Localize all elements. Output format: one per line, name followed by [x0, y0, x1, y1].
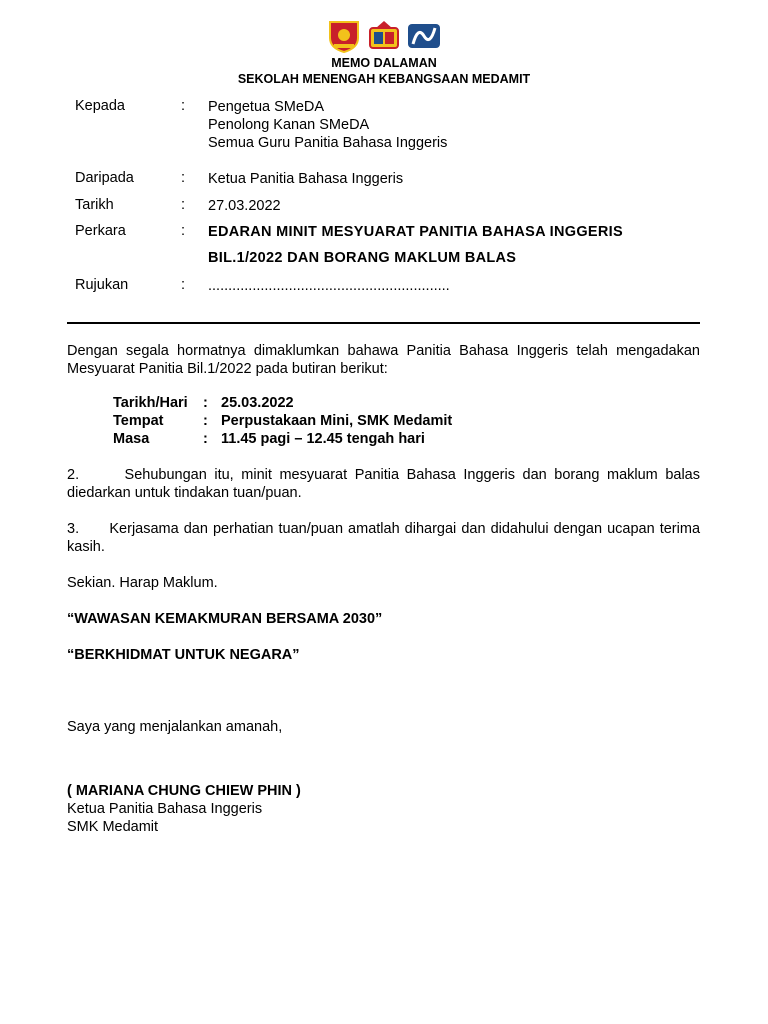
- state-crest-logo: [366, 18, 402, 54]
- colon: :: [181, 98, 186, 114]
- perkara-label: Perkara: [75, 223, 126, 239]
- paragraph-number: 3.: [67, 521, 80, 537]
- motto-2: “BERKHIDMAT UNTUK NEGARA”: [67, 647, 300, 663]
- closing-text: Sekian. Harap Maklum.: [67, 575, 218, 591]
- colon: :: [203, 395, 208, 411]
- colon: :: [203, 431, 208, 447]
- colon: :: [181, 170, 186, 186]
- kepada-line: Penolong Kanan SMeDA: [208, 117, 370, 133]
- detail-value: 25.03.2022: [221, 395, 294, 411]
- daripada-label: Daripada: [75, 170, 134, 186]
- kepada-label: Kepada: [75, 98, 125, 114]
- tarikh-value: 27.03.2022: [208, 198, 281, 214]
- signatory-name: ( MARIANA CHUNG CHIEW PHIN ): [67, 783, 301, 799]
- daripada-value: Ketua Panitia Bahasa Inggeris: [208, 171, 404, 187]
- perkara-line-1: EDARAN MINIT MESYUARAT PANITIA BAHASA INGGERIS: [208, 224, 623, 240]
- kepada-line: Semua Guru Panitia Bahasa Inggeris: [208, 135, 448, 151]
- detail-label: Masa: [113, 431, 150, 447]
- perkara-line-2: BIL.1/2022 DAN BORANG MAKLUM BALAS: [208, 250, 517, 266]
- colon: :: [181, 277, 186, 293]
- tarikh-label: Tarikh: [75, 197, 114, 213]
- memo-title: MEMO DALAMAN: [331, 56, 437, 70]
- kepada-line: Pengetua SMeDA: [208, 99, 325, 115]
- rujukan-label: Rujukan: [75, 277, 129, 293]
- detail-label: Tarikh/Hari: [113, 395, 188, 411]
- school-crest-logo: [326, 18, 362, 54]
- detail-value: Perpustakaan Mini, SMK Medamit: [221, 413, 453, 429]
- kepada-value: [208, 98, 447, 152]
- colon: :: [181, 223, 186, 239]
- paragraph-3: [67, 520, 700, 556]
- paragraph-text: Sehubungan itu, minit mesyuarat Panitia Bahasa Inggeris dan borang maklum balas diedarkan untuk tindakan tuan/puan.: [67, 467, 700, 501]
- amanah-text: Saya yang menjalankan amanah,: [67, 719, 283, 735]
- logo-group: [326, 18, 442, 54]
- education-ministry-logo: [406, 18, 442, 54]
- paragraph-number: 2.: [67, 467, 80, 483]
- rujukan-value: ............................................................: [208, 278, 450, 294]
- detail-label: Tempat: [113, 413, 164, 429]
- motto-1: “WAWASAN KEMAKMURAN BERSAMA 2030”: [67, 611, 383, 627]
- colon: :: [203, 413, 208, 429]
- paragraph-text: Kerjasama dan perhatian tuan/puan amatlah dihargai dan didahului dengan ucapan terima kasih.: [67, 521, 701, 555]
- detail-value: 11.45 pagi – 12.45 tengah hari: [221, 431, 425, 447]
- signatory-position: Ketua Panitia Bahasa Inggeris: [67, 801, 263, 817]
- signatory-school: SMK Medamit: [67, 819, 159, 835]
- intro-paragraph: Dengan segala hormatnya dimaklumkan bahawa Panitia Bahasa Inggeris telah mengadakan Mesyuarat Panitia Bil.1/2022 pada butiran berikut:: [67, 343, 700, 377]
- colon: :: [181, 197, 186, 213]
- divider-line: [67, 322, 700, 324]
- school-name: SEKOLAH MENENGAH KEBANGSAAN MEDAMIT: [237, 72, 531, 86]
- paragraph-2: [67, 466, 700, 502]
